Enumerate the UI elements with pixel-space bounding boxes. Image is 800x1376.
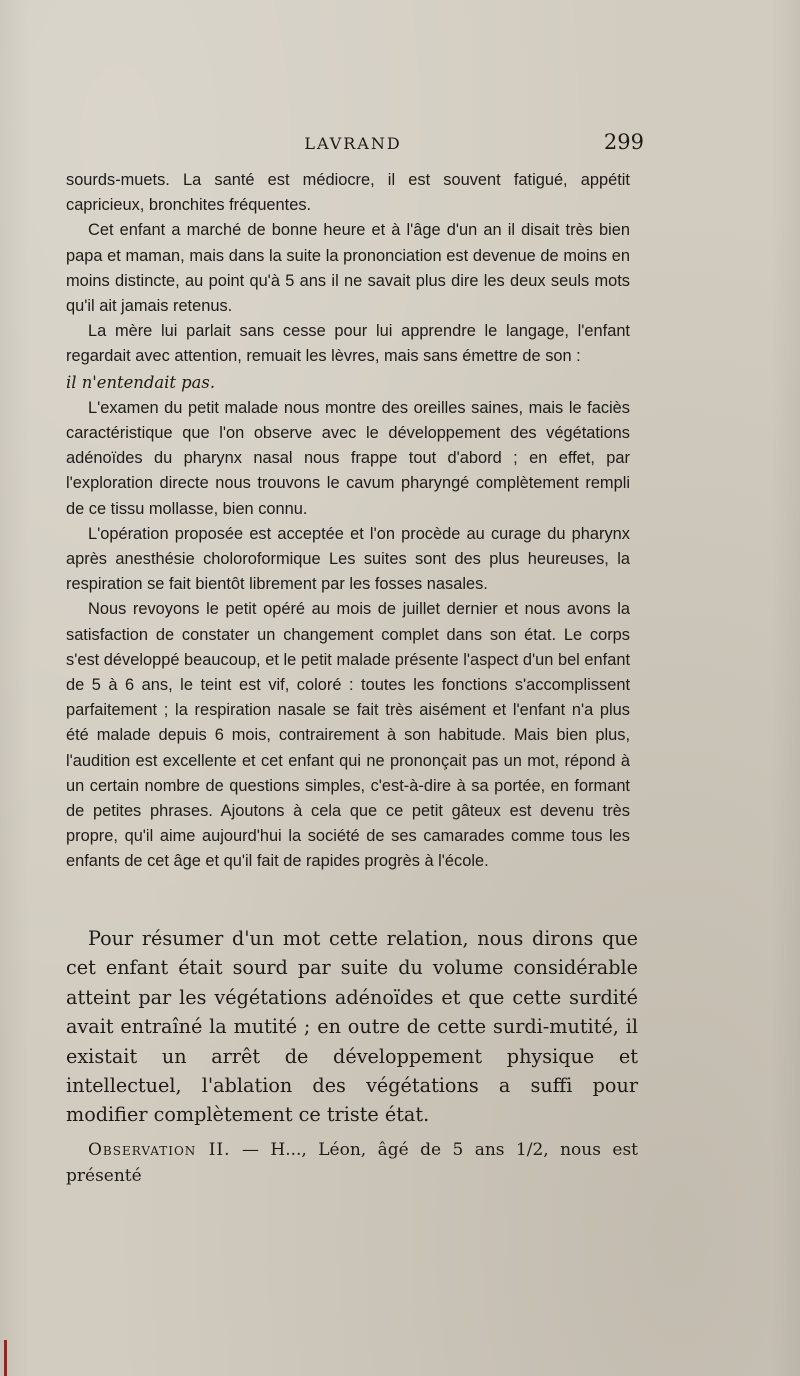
paragraph-2: Cet enfant a marché de bonne heure et à l'âge d'un an il disait très bien papa et maman, mais dans la suite la prononciation est devenue de moins en moins distincte, au point qu'à 5 ans il ne savait plus dire les deux seuls mots qu'il ait jamais retenus. — [66, 221, 630, 316]
observation-text: — H..., Léon, âgé de 5 ans 1/2, nous est présenté — [66, 1140, 638, 1186]
running-title: LAVRAND — [304, 134, 402, 153]
observation-label: Observation II. — [88, 1140, 231, 1160]
paragraph-3: La mère lui parlait sans cesse pour lui apprendre le langage, l'enfant regardait avec attention, remuait les lèvres, mais sans émettre de son : — [66, 322, 630, 366]
paragraph-4: L'examen du petit malade nous montre des oreilles saines, mais le faciès caractéristique que l'on observe avec le développement des végétations adénoïdes du pharynx nasal nous frappe tout d'abord ; en effet, par l'exploration directe nous trouvons le cavum pharyngé complètement rempli de ce tissu mollasse, bien connu. — [66, 398, 630, 518]
observation-paragraph — [66, 1137, 638, 1189]
paragraph-6: Nous revoyons le petit opéré au mois de juillet dernier et nous avons la satisfaction de constater un changement complet dans son état. Le corps s'est développé beaucoup, et le petit malade présente l'aspect d'un bel enfant de 5 à 6 ans, le teint est vif, coloré : toutes les fonctions s'accomplissent parfaitement ; la respiration nasale se fait très aisément et l'enfant n'a plus été malade depuis 6 mois, contrairement à son habitude. Mais bien plus, l'audition est excellente et cet enfant qui ne prononçait pas un mot, répond à un certain nombre de questions simples, c'est-à-dire à sa portée, en formant de petites phrases. Ajoutons à cela que ce petit gâteux est devenu très propre, qu'il aime aujourd'hui la société de ses camarades comme tous les enfants de cet âge et qu'il fait de rapides progrès à l'école. — [66, 600, 630, 871]
paragraph-3-italic — [66, 370, 630, 396]
paragraph-5: L'opération proposée est acceptée et l'on procède au curage du pharynx après anesthésie choloroformique Les suites sont des plus heureuses, la respiration se fait bientôt librement par les fosses nasales. — [66, 524, 630, 594]
page-number: 299 — [603, 130, 644, 154]
paragraph-1: sourds-muets. La santé est médiocre, il est souvent fatigué, appétit capricieux, bronchites fréquentes. — [66, 171, 630, 215]
running-head — [62, 130, 644, 160]
body-text — [66, 168, 630, 875]
summary-block — [66, 924, 638, 1130]
italic-phrase: il n'entendait pas. — [66, 372, 216, 392]
page-edge-mark — [4, 1340, 7, 1376]
observation-block — [66, 1137, 638, 1189]
summary-paragraph: Pour résumer d'un mot cette relation, nous dirons que cet enfant était sourd par suite du volume considérable atteint par les végétations adénoïdes et que cette surdité avait entraîné la mutité ; en outre de cette surdi-mutité, il existait un arrêt de développement physique et intellectuel, l'ablation des végétations a suffi pour modifier complètement ce triste état. — [66, 927, 638, 1127]
